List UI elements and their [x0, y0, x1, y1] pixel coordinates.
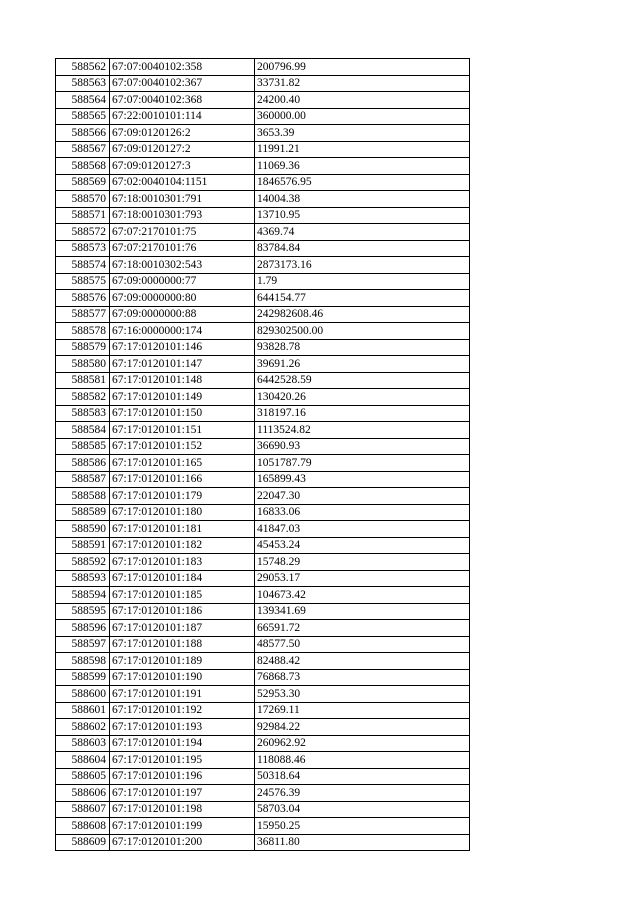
cadastral-number-cell: 67:17:0120101:192 [110, 702, 255, 719]
cadastral-number-cell: 67:16:0000000:174 [110, 323, 255, 340]
table-row [56, 389, 470, 406]
amount-cell: 48577.50 [255, 636, 470, 653]
amount-cell: 45453.24 [255, 537, 470, 554]
table-row [56, 702, 470, 719]
cadastral-number-cell: 67:17:0120101:200 [110, 834, 255, 851]
row-id-cell: 588604 [56, 752, 110, 769]
table-row [56, 455, 470, 472]
table-row [56, 686, 470, 703]
amount-cell: 36811.80 [255, 834, 470, 851]
amount-cell: 11991.21 [255, 141, 470, 158]
table-row [56, 752, 470, 769]
row-id-cell: 588573 [56, 240, 110, 257]
row-id-cell: 588586 [56, 455, 110, 472]
cadastral-number-cell: 67:17:0120101:191 [110, 686, 255, 703]
table-row [56, 191, 470, 208]
amount-cell: 200796.99 [255, 59, 470, 76]
amount-cell: 76868.73 [255, 669, 470, 686]
amount-cell: 118088.46 [255, 752, 470, 769]
cadastral-number-cell: 67:07:0040102:358 [110, 59, 255, 76]
row-id-cell: 588589 [56, 504, 110, 521]
table-row [56, 75, 470, 92]
amount-cell: 58703.04 [255, 801, 470, 818]
amount-cell: 16833.06 [255, 504, 470, 521]
table-row [56, 570, 470, 587]
row-id-cell: 588562 [56, 59, 110, 76]
cadastral-number-cell: 67:17:0120101:184 [110, 570, 255, 587]
cadastral-number-cell: 67:09:0120127:3 [110, 158, 255, 175]
data-table [55, 58, 470, 851]
amount-cell: 318197.16 [255, 405, 470, 422]
row-id-cell: 588600 [56, 686, 110, 703]
cadastral-number-cell: 67:17:0120101:187 [110, 620, 255, 637]
cadastral-number-cell: 67:17:0120101:195 [110, 752, 255, 769]
table-row [56, 537, 470, 554]
table-row [56, 653, 470, 670]
table-row [56, 471, 470, 488]
row-id-cell: 588603 [56, 735, 110, 752]
amount-cell: 6442528.59 [255, 372, 470, 389]
table-row [56, 240, 470, 257]
amount-cell: 1051787.79 [255, 455, 470, 472]
amount-cell: 36690.93 [255, 438, 470, 455]
amount-cell: 52953.30 [255, 686, 470, 703]
row-id-cell: 588599 [56, 669, 110, 686]
row-id-cell: 588587 [56, 471, 110, 488]
table-row [56, 669, 470, 686]
amount-cell: 260962.92 [255, 735, 470, 752]
row-id-cell: 588605 [56, 768, 110, 785]
table-row [56, 92, 470, 109]
amount-cell: 66591.72 [255, 620, 470, 637]
amount-cell: 130420.26 [255, 389, 470, 406]
table-row [56, 768, 470, 785]
cadastral-number-cell: 67:07:0040102:368 [110, 92, 255, 109]
cadastral-number-cell: 67:09:0000000:80 [110, 290, 255, 307]
amount-cell: 242982608.46 [255, 306, 470, 323]
amount-cell: 139341.69 [255, 603, 470, 620]
row-id-cell: 588578 [56, 323, 110, 340]
amount-cell: 11069.36 [255, 158, 470, 175]
table-row [56, 108, 470, 125]
amount-cell: 93828.78 [255, 339, 470, 356]
cadastral-number-cell: 67:17:0120101:150 [110, 405, 255, 422]
row-id-cell: 588575 [56, 273, 110, 290]
table-row [56, 224, 470, 241]
amount-cell: 83784.84 [255, 240, 470, 257]
cadastral-number-cell: 67:07:0040102:367 [110, 75, 255, 92]
amount-cell: 92984.22 [255, 719, 470, 736]
table-row [56, 504, 470, 521]
row-id-cell: 588607 [56, 801, 110, 818]
row-id-cell: 588571 [56, 207, 110, 224]
amount-cell: 50318.64 [255, 768, 470, 785]
cadastral-number-cell: 67:02:0040104:1151 [110, 174, 255, 191]
row-id-cell: 588602 [56, 719, 110, 736]
row-id-cell: 588570 [56, 191, 110, 208]
cadastral-number-cell: 67:17:0120101:149 [110, 389, 255, 406]
cadastral-number-cell: 67:17:0120101:166 [110, 471, 255, 488]
cadastral-number-cell: 67:22:0010101:114 [110, 108, 255, 125]
row-id-cell: 588580 [56, 356, 110, 373]
amount-cell: 24576.39 [255, 785, 470, 802]
table-row [56, 174, 470, 191]
amount-cell: 24200.40 [255, 92, 470, 109]
table-row [56, 405, 470, 422]
row-id-cell: 588577 [56, 306, 110, 323]
amount-cell: 1113524.82 [255, 422, 470, 439]
cadastral-number-cell: 67:17:0120101:188 [110, 636, 255, 653]
amount-cell: 165899.43 [255, 471, 470, 488]
table-row [56, 59, 470, 76]
row-id-cell: 588567 [56, 141, 110, 158]
cadastral-number-cell: 67:17:0120101:198 [110, 801, 255, 818]
amount-cell: 22047.30 [255, 488, 470, 505]
table-row [56, 735, 470, 752]
table-row [56, 273, 470, 290]
table-row [56, 521, 470, 538]
table-row [56, 339, 470, 356]
row-id-cell: 588581 [56, 372, 110, 389]
row-id-cell: 588574 [56, 257, 110, 274]
row-id-cell: 588598 [56, 653, 110, 670]
cadastral-number-cell: 67:18:0010302:543 [110, 257, 255, 274]
row-id-cell: 588569 [56, 174, 110, 191]
cadastral-number-cell: 67:17:0120101:181 [110, 521, 255, 538]
table-row [56, 158, 470, 175]
amount-cell: 17269.11 [255, 702, 470, 719]
cadastral-number-cell: 67:17:0120101:151 [110, 422, 255, 439]
row-id-cell: 588563 [56, 75, 110, 92]
table-row [56, 719, 470, 736]
row-id-cell: 588564 [56, 92, 110, 109]
table-row [56, 323, 470, 340]
cadastral-number-cell: 67:17:0120101:193 [110, 719, 255, 736]
row-id-cell: 588582 [56, 389, 110, 406]
amount-cell: 1846576.95 [255, 174, 470, 191]
cadastral-number-cell: 67:17:0120101:190 [110, 669, 255, 686]
cadastral-number-cell: 67:17:0120101:196 [110, 768, 255, 785]
row-id-cell: 588601 [56, 702, 110, 719]
amount-cell: 829302500.00 [255, 323, 470, 340]
amount-cell: 4369.74 [255, 224, 470, 241]
row-id-cell: 588584 [56, 422, 110, 439]
row-id-cell: 588576 [56, 290, 110, 307]
table-row [56, 801, 470, 818]
amount-cell: 15748.29 [255, 554, 470, 571]
cadastral-number-cell: 67:17:0120101:194 [110, 735, 255, 752]
amount-cell: 14004.38 [255, 191, 470, 208]
table-row [56, 306, 470, 323]
table-row [56, 620, 470, 637]
cadastral-number-cell: 67:09:0120126:2 [110, 125, 255, 142]
table-row [56, 372, 470, 389]
table-row [56, 207, 470, 224]
cadastral-number-cell: 67:17:0120101:180 [110, 504, 255, 521]
cadastral-number-cell: 67:17:0120101:197 [110, 785, 255, 802]
row-id-cell: 588608 [56, 818, 110, 835]
amount-cell: 41847.03 [255, 521, 470, 538]
amount-cell: 360000.00 [255, 108, 470, 125]
cadastral-number-cell: 67:17:0120101:147 [110, 356, 255, 373]
row-id-cell: 588565 [56, 108, 110, 125]
table-body [56, 59, 470, 851]
amount-cell: 15950.25 [255, 818, 470, 835]
cadastral-number-cell: 67:09:0000000:88 [110, 306, 255, 323]
row-id-cell: 588597 [56, 636, 110, 653]
cadastral-number-cell: 67:17:0120101:182 [110, 537, 255, 554]
row-id-cell: 588585 [56, 438, 110, 455]
cadastral-number-cell: 67:07:2170101:75 [110, 224, 255, 241]
amount-cell: 104673.42 [255, 587, 470, 604]
cadastral-number-cell: 67:17:0120101:185 [110, 587, 255, 604]
amount-cell: 33731.82 [255, 75, 470, 92]
amount-cell: 39691.26 [255, 356, 470, 373]
table-row [56, 587, 470, 604]
amount-cell: 644154.77 [255, 290, 470, 307]
row-id-cell: 588593 [56, 570, 110, 587]
amount-cell: 82488.42 [255, 653, 470, 670]
row-id-cell: 588596 [56, 620, 110, 637]
table-row [56, 422, 470, 439]
row-id-cell: 588566 [56, 125, 110, 142]
row-id-cell: 588595 [56, 603, 110, 620]
table-row [56, 290, 470, 307]
cadastral-number-cell: 67:17:0120101:165 [110, 455, 255, 472]
table-row [56, 125, 470, 142]
table-row [56, 257, 470, 274]
cadastral-number-cell: 67:17:0120101:189 [110, 653, 255, 670]
cadastral-number-cell: 67:07:2170101:76 [110, 240, 255, 257]
amount-cell: 29053.17 [255, 570, 470, 587]
cadastral-number-cell: 67:17:0120101:199 [110, 818, 255, 835]
amount-cell: 2873173.16 [255, 257, 470, 274]
table-row [56, 636, 470, 653]
row-id-cell: 588592 [56, 554, 110, 571]
row-id-cell: 588568 [56, 158, 110, 175]
table-row [56, 356, 470, 373]
amount-cell: 13710.95 [255, 207, 470, 224]
cadastral-number-cell: 67:09:0120127:2 [110, 141, 255, 158]
table-row [56, 141, 470, 158]
table-row [56, 818, 470, 835]
row-id-cell: 588583 [56, 405, 110, 422]
cadastral-number-cell: 67:18:0010301:793 [110, 207, 255, 224]
row-id-cell: 588609 [56, 834, 110, 851]
table-row [56, 603, 470, 620]
cadastral-number-cell: 67:17:0120101:146 [110, 339, 255, 356]
amount-cell: 3653.39 [255, 125, 470, 142]
table-row [56, 785, 470, 802]
row-id-cell: 588594 [56, 587, 110, 604]
cadastral-number-cell: 67:17:0120101:152 [110, 438, 255, 455]
cadastral-number-cell: 67:09:0000000:77 [110, 273, 255, 290]
row-id-cell: 588606 [56, 785, 110, 802]
table-row [56, 438, 470, 455]
cadastral-number-cell: 67:17:0120101:179 [110, 488, 255, 505]
cadastral-number-cell: 67:18:0010301:791 [110, 191, 255, 208]
table-row [56, 488, 470, 505]
cadastral-number-cell: 67:17:0120101:148 [110, 372, 255, 389]
row-id-cell: 588572 [56, 224, 110, 241]
row-id-cell: 588579 [56, 339, 110, 356]
table-row [56, 834, 470, 851]
cadastral-number-cell: 67:17:0120101:186 [110, 603, 255, 620]
amount-cell: 1.79 [255, 273, 470, 290]
row-id-cell: 588591 [56, 537, 110, 554]
table-row [56, 554, 470, 571]
row-id-cell: 588590 [56, 521, 110, 538]
row-id-cell: 588588 [56, 488, 110, 505]
cadastral-number-cell: 67:17:0120101:183 [110, 554, 255, 571]
